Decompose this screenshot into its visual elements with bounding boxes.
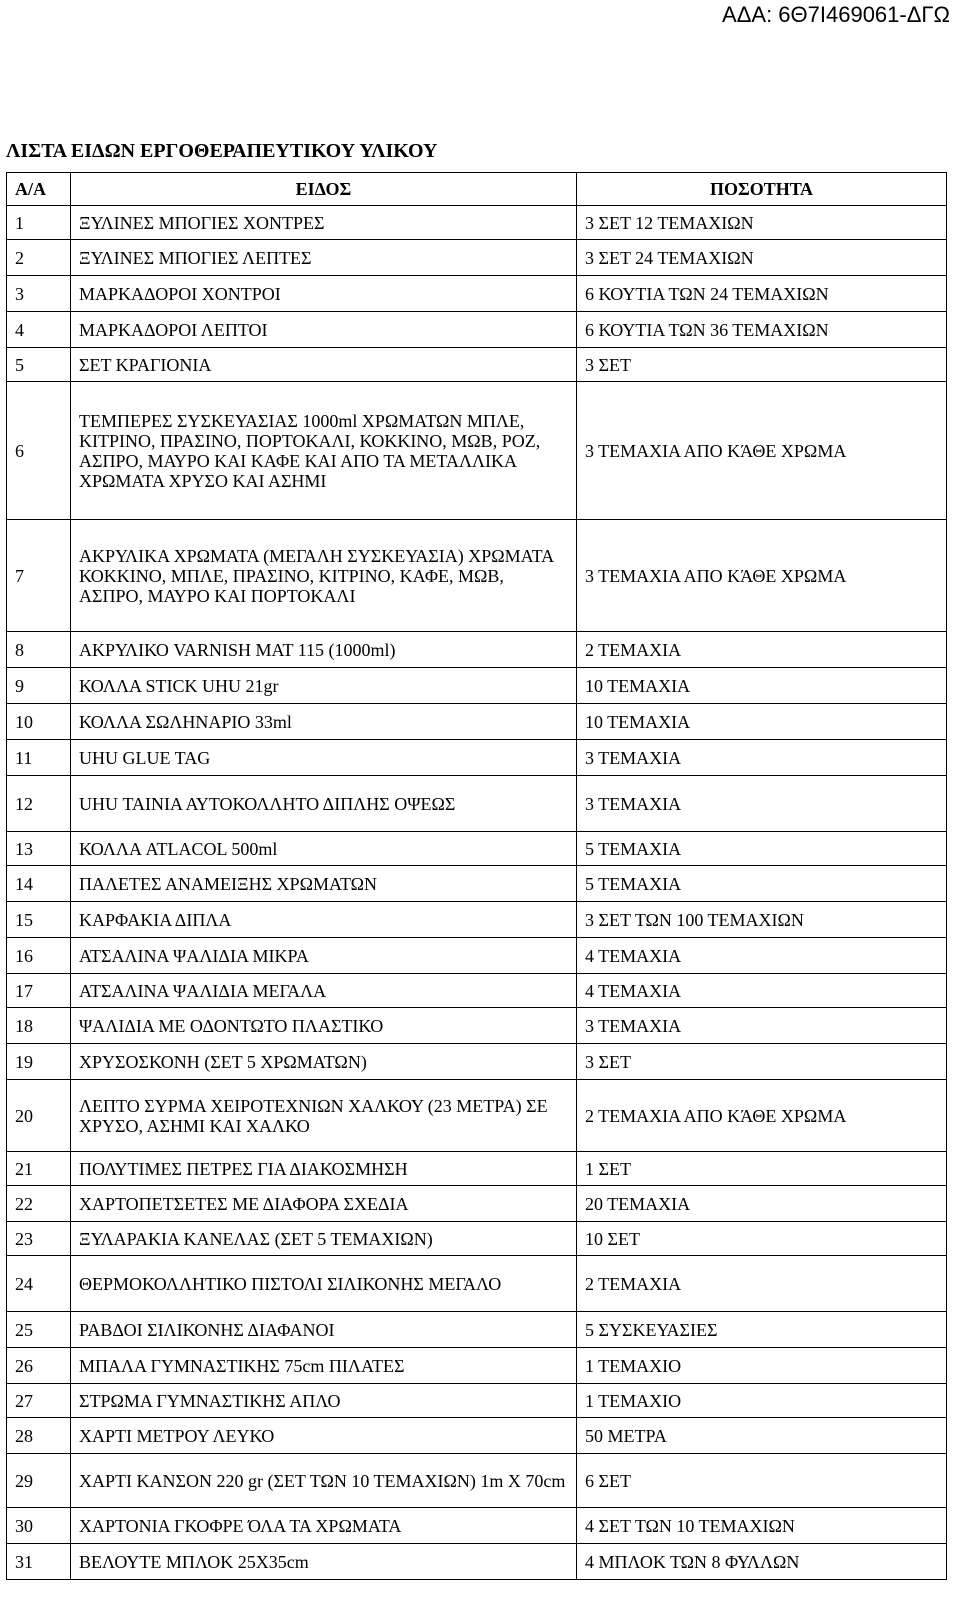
- document-code: ΑΔΑ: 6Θ7Ι469061-ΔΓΩ: [722, 2, 950, 27]
- row-num: 24: [7, 1256, 71, 1312]
- row-qty: 1 ΤΕΜΑΧΙΟ: [577, 1384, 947, 1418]
- row-qty: 6 ΣΕΤ: [577, 1454, 947, 1508]
- table-row: [7, 668, 947, 704]
- row-qty: 1 ΤΕΜΑΧΙΟ: [577, 1348, 947, 1384]
- row-qty: 2 ΤΕΜΑΧΙΑ: [577, 1256, 947, 1312]
- row-qty: 10 ΤΕΜΑΧΙΑ: [577, 668, 947, 704]
- row-item: ΚΟΛΛΑ ΣΩΛΗΝΑΡΙΟ 33ml: [71, 704, 577, 740]
- row-qty: 3 ΣΕΤ ΤΩΝ 100 ΤΕΜΑΧΙΩΝ: [577, 902, 947, 938]
- table-row: [7, 1384, 947, 1418]
- header-qty: ΠΟΣΟΤΗΤΑ: [577, 173, 947, 206]
- table-row: [7, 1256, 947, 1312]
- row-qty: 3 ΣΕΤ 24 ΤΕΜΑΧΙΩΝ: [577, 240, 947, 276]
- row-qty: 5 ΤΕΜΑΧΙΑ: [577, 832, 947, 866]
- row-num: 19: [7, 1044, 71, 1080]
- row-item: UHU GLUE TAG: [71, 740, 577, 776]
- row-num: 30: [7, 1508, 71, 1544]
- row-item: ΜΑΡΚΑΔΟΡΟΙ ΛΕΠΤΟΙ: [71, 312, 577, 348]
- row-qty: 3 ΤΕΜΑΧΙΑ ΑΠΟ ΚΆΘΕ ΧΡΩΜΑ: [577, 382, 947, 520]
- table-row: [7, 240, 947, 276]
- row-num: 14: [7, 866, 71, 902]
- table-header-row: [7, 173, 947, 206]
- row-num: 10: [7, 704, 71, 740]
- row-num: 12: [7, 776, 71, 832]
- header-item: ΕΙΔΟΣ: [71, 173, 577, 206]
- row-num: 20: [7, 1080, 71, 1152]
- table-row: [7, 520, 947, 632]
- row-qty: 3 ΤΕΜΑΧΙΑ ΑΠΟ ΚΆΘΕ ΧΡΩΜΑ: [577, 520, 947, 632]
- row-qty: 5 ΣΥΣΚΕΥΑΣΙΕΣ: [577, 1312, 947, 1348]
- row-num: 4: [7, 312, 71, 348]
- row-num: 17: [7, 974, 71, 1008]
- row-qty: 3 ΤΕΜΑΧΙΑ: [577, 776, 947, 832]
- row-item: ΧΑΡΤΟΝΙΑ ΓΚΟΦΡΕ ΌΛΑ ΤΑ ΧΡΩΜΑΤΑ: [71, 1508, 577, 1544]
- row-num: 6: [7, 382, 71, 520]
- row-item: ΤΕΜΠΕΡΕΣ ΣΥΣΚΕΥΑΣΙΑΣ 1000ml ΧΡΩΜΑΤΩΝ ΜΠΛΕ, ΚΙΤΡΙΝΟ, ΠΡΑΣΙΝΟ, ΠΟΡΤΟΚΑΛΙ, ΚΟΚΚΙΝΟ, ΜΩΒ, ΡΟΖ, ΑΣΠΡΟ, ΜΑΥΡΟ ΚΑΙ ΚΑΦΕ ΚΑΙ ΑΠΟ ΤΑ ΜΕΤΑΛΛΙΚΑ ΧΡΩΜΑΤΑ ΧΡΥΣΟ ΚΑΙ ΑΣΗΜΙ: [71, 382, 577, 520]
- table-row: [7, 1348, 947, 1384]
- row-qty: 4 ΜΠΛΟΚ ΤΩΝ 8 ΦΥΛΛΩΝ: [577, 1544, 947, 1580]
- row-qty: 10 ΣΕΤ: [577, 1222, 947, 1256]
- header-num: Α/Α: [7, 173, 71, 206]
- table-row: [7, 1418, 947, 1454]
- row-num: 15: [7, 902, 71, 938]
- row-qty: 10 ΤΕΜΑΧΙΑ: [577, 704, 947, 740]
- row-num: 3: [7, 276, 71, 312]
- row-item: ΞΥΛΙΝΕΣ ΜΠΟΓΙΕΣ ΛΕΠΤΕΣ: [71, 240, 577, 276]
- table-row: [7, 1454, 947, 1508]
- table-row: [7, 382, 947, 520]
- row-qty: 50 ΜΕΤΡΑ: [577, 1418, 947, 1454]
- row-num: 5: [7, 348, 71, 382]
- row-item: ΚΟΛΛΑ ATLACOL 500ml: [71, 832, 577, 866]
- row-qty: 3 ΣΕΤ: [577, 348, 947, 382]
- table-row: [7, 1222, 947, 1256]
- row-num: 7: [7, 520, 71, 632]
- table-row: [7, 832, 947, 866]
- row-item: ΣΤΡΩΜΑ ΓΥΜΝΑΣΤΙΚΗΣ ΑΠΛΟ: [71, 1384, 577, 1418]
- table-row: [7, 776, 947, 832]
- row-item: ΚΟΛΛΑ STICK UHU 21gr: [71, 668, 577, 704]
- row-item: ΛΕΠΤΟ ΣΥΡΜΑ ΧΕΙΡΟΤΕΧΝΙΩΝ ΧΑΛΚΟΥ (23 ΜΕΤΡΑ) ΣΕ ΧΡΥΣΟ, ΑΣΗΜΙ ΚΑΙ ΧΑΛΚΟ: [71, 1080, 577, 1152]
- row-num: 2: [7, 240, 71, 276]
- row-qty: 1 ΣΕΤ: [577, 1152, 947, 1186]
- row-item: ΧΑΡΤΟΠΕΤΣΕΤΕΣ ΜΕ ΔΙΑΦΟΡΑ ΣΧΕΔΙΑ: [71, 1186, 577, 1222]
- row-qty: 2 ΤΕΜΑΧΙΑ: [577, 632, 947, 668]
- table-row: [7, 740, 947, 776]
- row-item: ΚΑΡΦΑΚΙΑ ΔΙΠΛΑ: [71, 902, 577, 938]
- table-row: [7, 704, 947, 740]
- table-row: [7, 1508, 947, 1544]
- row-num: 13: [7, 832, 71, 866]
- row-item: ΑΤΣΑΛΙΝΑ ΨΑΛΙΔΙΑ ΜΕΓΑΛΑ: [71, 974, 577, 1008]
- row-item: UHU ΤΑΙΝΙΑ ΑΥΤΟΚΟΛΛΗΤΟ ΔΙΠΛΗΣ ΟΨΕΩΣ: [71, 776, 577, 832]
- row-item: ΣΕΤ ΚΡΑΓΙΟΝΙΑ: [71, 348, 577, 382]
- row-item: ΑΤΣΑΛΙΝΑ ΨΑΛΙΔΙΑ ΜΙΚΡΑ: [71, 938, 577, 974]
- table-row: [7, 1152, 947, 1186]
- row-item: ΒΕΛΟΥΤΕ ΜΠΛΟΚ 25Χ35cm: [71, 1544, 577, 1580]
- table-row: [7, 902, 947, 938]
- row-qty: 4 ΤΕΜΑΧΙΑ: [577, 974, 947, 1008]
- row-qty: 3 ΤΕΜΑΧΙΑ: [577, 740, 947, 776]
- row-qty: 3 ΤΕΜΑΧΙΑ: [577, 1008, 947, 1044]
- row-item: ΞΥΛΑΡΑΚΙΑ ΚΑΝΕΛΑΣ (ΣΕΤ 5 ΤΕΜΑΧΙΩΝ): [71, 1222, 577, 1256]
- row-qty: 6 ΚΟΥΤΙΑ ΤΩΝ 24 ΤΕΜΑΧΙΩΝ: [577, 276, 947, 312]
- row-qty: 2 ΤΕΜΑΧΙΑ ΑΠΟ ΚΆΘΕ ΧΡΩΜΑ: [577, 1080, 947, 1152]
- row-item: ΧΡΥΣΟΣΚΟΝΗ (ΣΕΤ 5 ΧΡΩΜΑΤΩΝ): [71, 1044, 577, 1080]
- row-qty: 4 ΤΕΜΑΧΙΑ: [577, 938, 947, 974]
- row-qty: 3 ΣΕΤ: [577, 1044, 947, 1080]
- row-num: 26: [7, 1348, 71, 1384]
- row-item: ΧΑΡΤΙ ΜΕΤΡΟΥ ΛΕΥΚΟ: [71, 1418, 577, 1454]
- row-item: ΠΑΛΕΤΕΣ ΑΝΑΜΕΙΞΗΣ ΧΡΩΜΑΤΩΝ: [71, 866, 577, 902]
- row-item: ΡΑΒΔΟΙ ΣΙΛΙΚΟΝΗΣ ΔΙΑΦΑΝΟΙ: [71, 1312, 577, 1348]
- row-item: ΧΑΡΤΙ ΚΑΝΣΟΝ 220 gr (ΣΕΤ ΤΩΝ 10 ΤΕΜΑΧΙΩΝ) 1m X 70cm: [71, 1454, 577, 1508]
- table-row: [7, 974, 947, 1008]
- table-row: [7, 1312, 947, 1348]
- row-num: 29: [7, 1454, 71, 1508]
- table-row: [7, 866, 947, 902]
- table-row: [7, 312, 947, 348]
- row-num: 27: [7, 1384, 71, 1418]
- row-num: 11: [7, 740, 71, 776]
- row-qty: 3 ΣΕΤ 12 ΤΕΜΑΧΙΩΝ: [577, 206, 947, 240]
- table-row: [7, 1008, 947, 1044]
- table-row: [7, 348, 947, 382]
- row-qty: 4 ΣΕΤ ΤΩΝ 10 ΤΕΜΑΧΙΩΝ: [577, 1508, 947, 1544]
- row-num: 28: [7, 1418, 71, 1454]
- row-num: 9: [7, 668, 71, 704]
- row-qty: 6 ΚΟΥΤΙΑ ΤΩΝ 36 ΤΕΜΑΧΙΩΝ: [577, 312, 947, 348]
- row-num: 23: [7, 1222, 71, 1256]
- table-row: [7, 632, 947, 668]
- items-table: [6, 172, 947, 1580]
- table-row: [7, 1080, 947, 1152]
- row-item: ΨΑΛΙΔΙΑ ΜΕ ΟΔΟΝΤΩΤΟ ΠΛΑΣΤΙΚΟ: [71, 1008, 577, 1044]
- table-row: [7, 276, 947, 312]
- document-title: ΛΙΣΤΑ ΕΙΔΩΝ ΕΡΓΟΘΕΡΑΠΕΥΤΙΚΟΥ ΥΛΙΚΟΥ: [6, 140, 438, 162]
- table-row: [7, 1044, 947, 1080]
- row-num: 1: [7, 206, 71, 240]
- table-row: [7, 938, 947, 974]
- row-item: ΜΑΡΚΑΔΟΡΟΙ ΧΟΝΤΡΟΙ: [71, 276, 577, 312]
- row-item: ΘΕΡΜΟΚΟΛΛΗΤΙΚΟ ΠΙΣΤΟΛΙ ΣΙΛΙΚΟΝΗΣ ΜΕΓΑΛΟ: [71, 1256, 577, 1312]
- row-item: ΜΠΑΛΑ ΓΥΜΝΑΣΤΙΚΗΣ 75cm ΠΙΛΑΤΕΣ: [71, 1348, 577, 1384]
- row-item: ΞΥΛΙΝΕΣ ΜΠΟΓΙΕΣ ΧΟΝΤΡΕΣ: [71, 206, 577, 240]
- row-num: 31: [7, 1544, 71, 1580]
- table-row: [7, 1544, 947, 1580]
- row-item: ΑΚΡΥΛΙΚΟ VARNISH MAT 115 (1000ml): [71, 632, 577, 668]
- row-qty: 5 ΤΕΜΑΧΙΑ: [577, 866, 947, 902]
- row-num: 25: [7, 1312, 71, 1348]
- row-qty: 20 ΤΕΜΑΧΙΑ: [577, 1186, 947, 1222]
- row-num: 8: [7, 632, 71, 668]
- table-row: [7, 1186, 947, 1222]
- row-item: ΑΚΡΥΛΙΚΑ ΧΡΩΜΑΤΑ (ΜΕΓΑΛΗ ΣΥΣΚΕΥΑΣΙΑ) ΧΡΩΜΑΤΑ ΚΟΚΚΙΝΟ, ΜΠΛΕ, ΠΡΑΣΙΝΟ, ΚΙΤΡΙΝΟ, ΚΑΦΕ, ΜΩΒ, ΑΣΠΡΟ, ΜΑΥΡΟ ΚΑΙ ΠΟΡΤΟΚΑΛΙ: [71, 520, 577, 632]
- row-num: 21: [7, 1152, 71, 1186]
- row-num: 18: [7, 1008, 71, 1044]
- row-item: ΠΟΛΥΤΙΜΕΣ ΠΕΤΡΕΣ ΓΙΑ ΔΙΑΚΟΣΜΗΣΗ: [71, 1152, 577, 1186]
- table-row: [7, 206, 947, 240]
- row-num: 22: [7, 1186, 71, 1222]
- row-num: 16: [7, 938, 71, 974]
